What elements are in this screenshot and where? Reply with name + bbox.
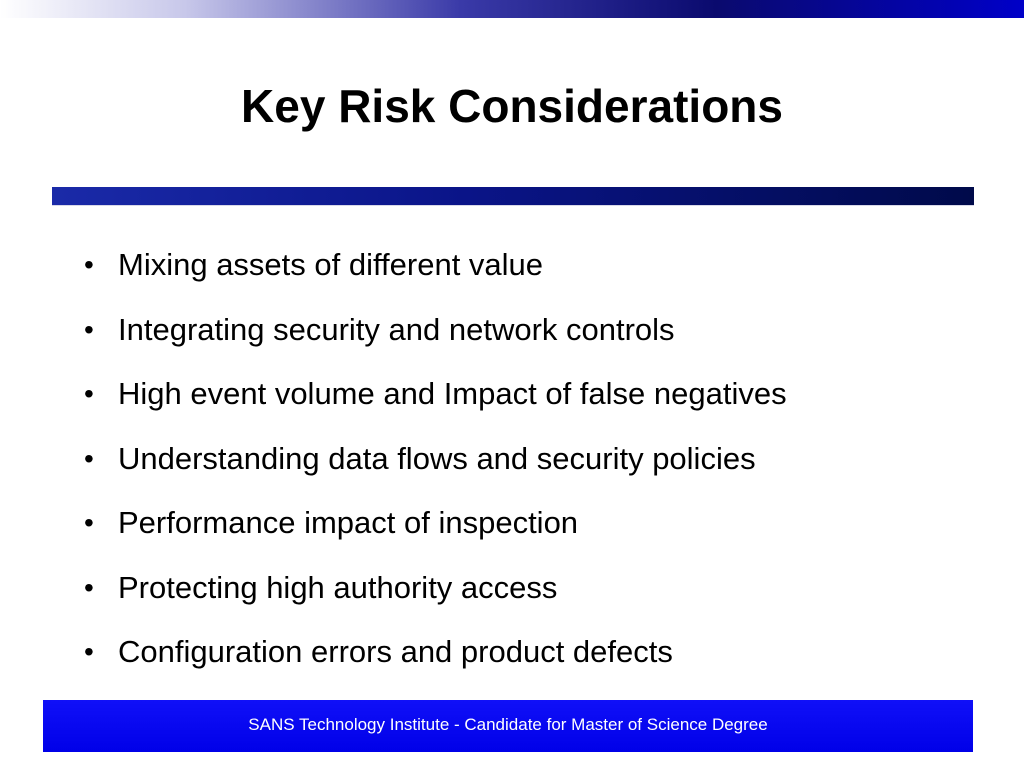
bullet-item (84, 240, 787, 305)
bullet-list (84, 240, 787, 692)
bullet-text: High event volume and Impact of false negatives (118, 376, 787, 411)
bullet-icon: • (84, 442, 94, 474)
bullet-item (84, 305, 787, 370)
slide-title: Key Risk Considerations (241, 80, 783, 132)
bullet-text: Protecting high authority access (118, 569, 558, 605)
bullet-text: Configuration errors and product defects (118, 634, 673, 669)
bullet-icon: • (84, 249, 94, 280)
bullet-item (84, 498, 787, 563)
bullet-icon: • (84, 507, 94, 538)
bullet-icon: • (84, 378, 94, 409)
bullet-item (84, 563, 787, 628)
footer-text: SANS Technology Institute - Candidate for Master of Science Degree (248, 715, 768, 734)
bullet-item (84, 369, 787, 434)
bullet-icon: • (84, 313, 94, 345)
bullet-text: Mixing assets of different value (118, 247, 544, 282)
title-underline-rule (52, 187, 974, 205)
footer-bar (43, 700, 973, 752)
bullet-item (84, 434, 787, 499)
bullet-text: Integrating security and network controls (118, 311, 675, 347)
bullet-text: Performance impact of inspection (118, 505, 579, 540)
bullet-icon: • (84, 571, 94, 603)
bullet-item (84, 627, 787, 692)
bullet-text: Understanding data flows and security policies (118, 440, 756, 476)
top-gradient-bar (0, 0, 1024, 18)
bullet-icon: • (84, 636, 94, 667)
